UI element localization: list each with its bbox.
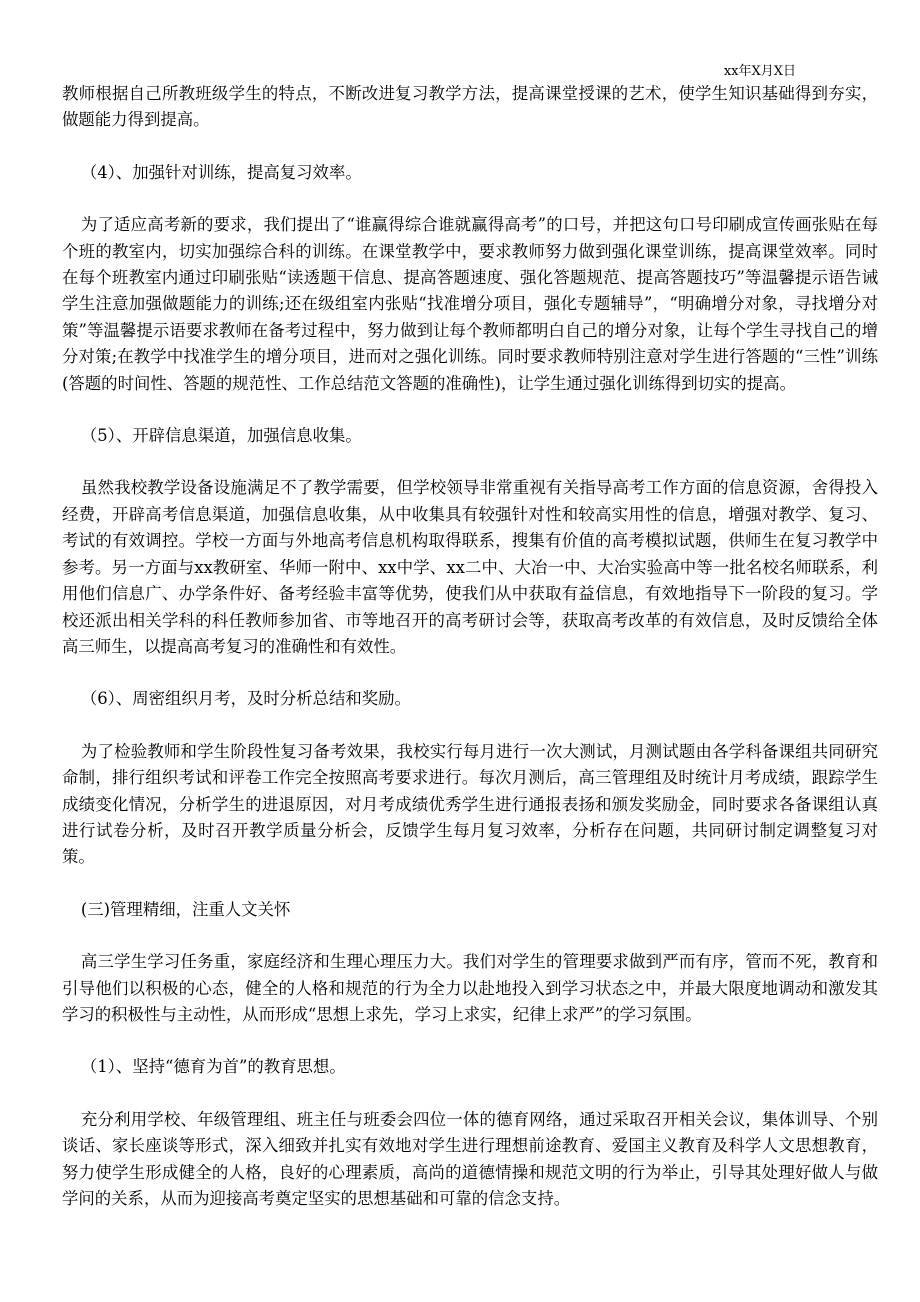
section-heading-management: (三)管理精细，注重人文关怀: [80, 899, 291, 919]
paragraph-gap: [62, 134, 878, 160]
paragraph-monthly-exams: 为了检验教师和学生阶段性复习备考效果，我校实行每月进行一次大测试，月测试题由各学科备课组共同研究命制，排行组织考试和评卷工作完全按照高考要求进行。每次月测后，高三管理组及时统计月考成绩，跟踪学生成绩变化情况，分析学生的进退原因，对月考成绩优秀学生进行通报表扬和颁发奖励金，同时要求各备课组认真进行试卷分析，及时召开教学质量分析会，反馈学生每月复习效率，分析存在问题，共同研讨制定调整复习对策。: [62, 741, 878, 867]
paragraph-targeted-training: 为了适应高考新的要求，我们提出了“谁赢得综合谁就赢得高考”的口号，并把这句口号印刷成宣传画张贴在每个班的教室内，切实加强综合科的训练。在课堂教学中，要求教师努力做到强化课堂训练，提高课堂效率。同时在每个班教室内通过印刷张贴“读透题干信息、提高答题速度、强化答题规范、提高答题技巧”等温馨提示语告诫学生注意加强做题能力的训练;还在级组室内张贴“找准增分项目，强化专题辅导”，“明确增分对象，寻找增分对策”等温馨提示语要求教师在备考过程中，努力做到让每个教师都明白自己的增分对象，让每个学生寻找自己的增分对策;在教学中找准学生的增分项目，进而对之强化训练。同时要求教师特别注意对学生进行答题的“三性”训练(答题的时间性、答题的规范性、工作总结范文答题的准确性)，让学生通过强化训练得到切实的提高。: [62, 215, 878, 393]
paragraph-gap: [62, 660, 878, 686]
paragraph-gap: [62, 186, 878, 212]
paragraph-gap: [62, 1028, 878, 1054]
paragraph-moral-education: 充分利用学校、年级管理组、班主任与班委会四位一体的德育网络，通过采取召开相关会议，集体训导、个别谈话、家长座谈等形式，深入细致并扎实有效地对学生进行理想前途教育、爱国主义教育及科学人文思想教育，努力使学生形成健全的人格，良好的心理素质，高尚的道德情操和规范文明的行为举止，引导其处理好做人与做学问的关系，从而为迎接高考奠定坚实的思想基础和可靠的信念支持。: [62, 1109, 878, 1208]
paragraph-gap: [62, 397, 878, 423]
paragraph-gap: [62, 713, 878, 739]
document-body: [62, 81, 878, 1212]
paragraph-gap: [62, 1081, 878, 1107]
paragraph-gap: [62, 871, 878, 897]
paragraph-continued: 教师根据自己所教班级学生的特点，不断改进复习教学方法，提高课堂授课的艺术，使学生知识基础得到夯实，做题能力得到提高。: [62, 84, 878, 130]
section-heading-1: （1）、坚持“德育为首”的教育思想。: [80, 1057, 346, 1077]
header-date: xx年X月X日: [723, 64, 796, 79]
section-heading-5: （5）、开辟信息渠道，加强信息收集。: [80, 426, 362, 446]
section-heading-6: （6）、周密组织月考，及时分析总结和奖励。: [80, 689, 411, 709]
paragraph-gap: [62, 449, 878, 475]
paragraph-student-management: 高三学生学习任务重，家庭经济和生理心理压力大。我们对学生的管理要求做到严而有序，管而不死，教育和引导他们以积极的心态，健全的人格和规范的行为全力以赴地投入到学习状态之中，并最大限度地调动和激发其学习的积极性与主动性，从而形成“思想上求先，学习上求实，纪律上求严”的学习氛围。: [62, 952, 878, 1024]
section-heading-4: （4）、加强针对训练，提高复习效率。: [80, 162, 362, 182]
paragraph-information-channels: 虽然我校教学设备设施满足不了教学需要，但学校领导非常重视有关指导高考工作方面的信息资源，舍得投入经费，开辟高考信息渠道，加强信息收集，从中收集具有较强针对性和较高实用性的信息，增强对教学、复习、考试的有效调控。学校一方面与外地高考信息机构取得联系，搜集有价值的高考模拟试题，供师生在复习教学中参考。另一方面与xx教研室、华师一附中、xx中学、xx二中、大冶一中、大冶实验高中等一批名校名师联系，利用他们信息广、办学条件好、备考经验丰富等优势，使我们从中获取有益信息，有效地指导下一阶段的复习。学校还派出相关学科的科任教师参加省、市等地召开的高考研讨会等，获取高考改革的有效信息，及时反馈给全体高三师生，以提高高考复习的准确性和有效性。: [62, 478, 878, 656]
paragraph-gap: [62, 923, 878, 949]
